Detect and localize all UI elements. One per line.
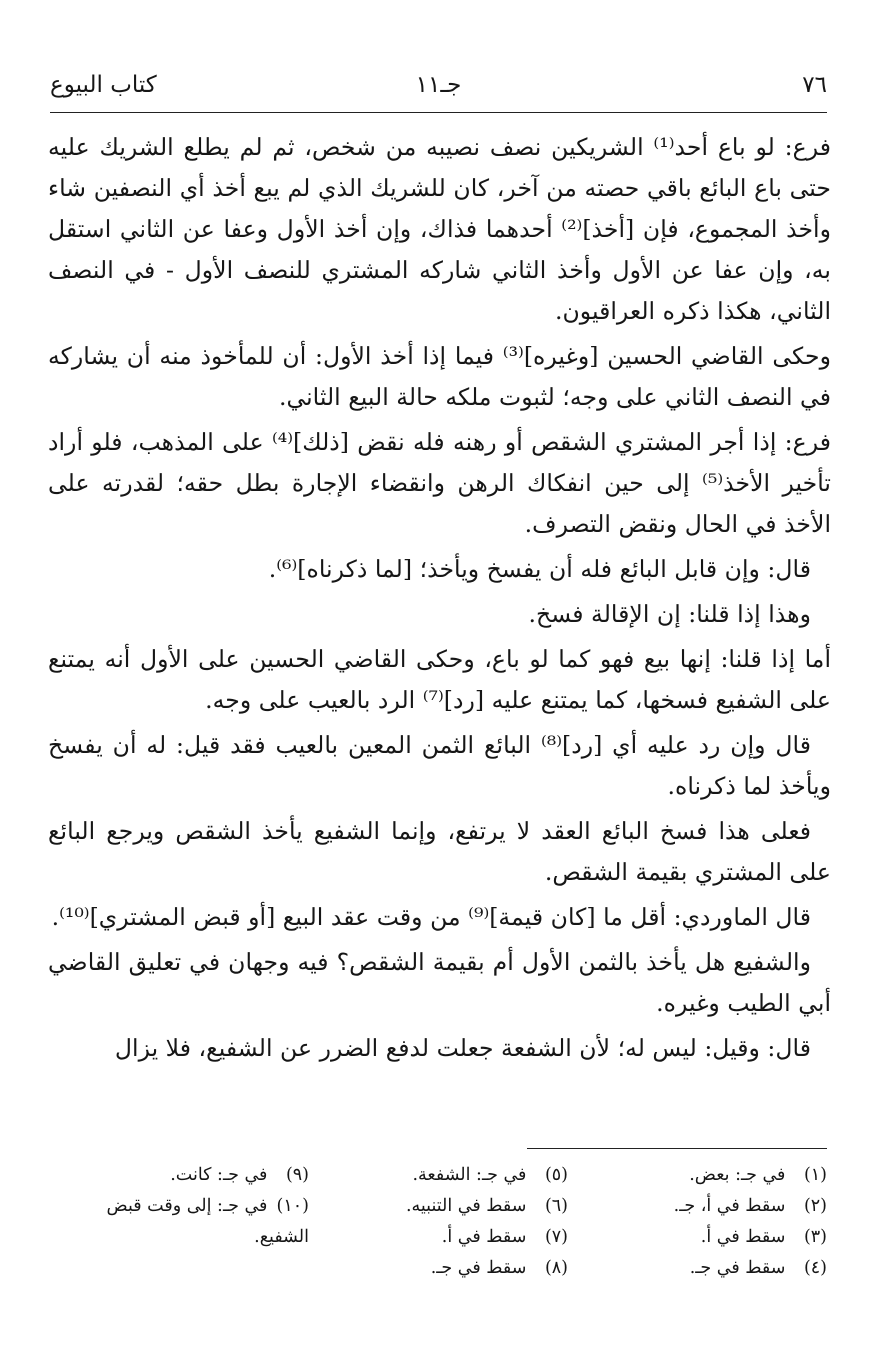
paragraph-2: وحكى القاضي الحسين [وغيره]⁽³⁾ فيما إذا أخذ الأول: أن للمأخوذ منه أن يشاركه في النصف الثاني على وجه؛ لثبوت ملكه حالة البيع الثاني. — [48, 342, 832, 411]
paragraph-9: قال الماوردي: أقل ما [كان قيمة]⁽⁹⁾ من وقت عقد البيع [أو قبض المشتري]⁽¹⁰⁾. — [51, 903, 811, 931]
paragraph-7: قال وإن رد عليه أي [رد]⁽⁸⁾ البائع الثمن المعين بالعيب فقد قيل: له أن يفسخ ويأخذ لما ذكرناه. — [48, 731, 831, 800]
volume-label: جـ١١ — [415, 72, 462, 98]
footnote-8: (٨) سقط في جـ. — [430, 1258, 568, 1278]
paragraph-6: أما إذا قلنا: إنها بيع فهو كما لو باع، وحكى القاضي الحسين على الأول أنه يمتنع على الشفيع فسخها، كما يمتنع عليه [رد]⁽⁷⁾ الرد بالعيب على وجه. — [48, 645, 831, 714]
footnote-column-3 — [70, 1160, 309, 1284]
footnote-10: (١٠) في جـ: إلى وقت قبض الشفيع. — [106, 1196, 309, 1247]
footnote-7: (٧) سقط في أ. — [441, 1227, 568, 1247]
main-text — [48, 127, 831, 1073]
paragraph-1: فرع: لو باع أحد⁽¹⁾ الشريكين نصف نصيبه من شخص، ثم لم يطلع الشريك عليه حتى باع البائع باقي حصته من آخر، كان للشريك الذي لم يبع أخذ أي النصفين شاء وأخذ المجموع، فإن [أخذ]⁽²⁾ أحدهما فذاك، وإن أخذ الأول وعفا عن الثاني استقل به، وإن عفا عن الأول وأخذ الثاني شاركه المشتري للنصف الأول - في النصف الثاني، هكذا ذكره العراقيون. — [48, 133, 831, 325]
running-header — [50, 64, 827, 113]
footnote-column-2 — [329, 1160, 568, 1284]
footnotes — [70, 1160, 827, 1284]
paragraph-11: قال: وقيل: ليس له؛ لأن الشفعة جعلت لدفع الضرر عن الشفيع، فلا يزال — [114, 1034, 811, 1062]
footnote-4: (٤) سقط في جـ. — [689, 1258, 827, 1278]
paragraph-10: والشفيع هل يأخذ بالثمن الأول أم بقيمة الشقص؟ فيه وجهان في تعليق القاضي أبي الطيب وغيره. — [48, 948, 831, 1017]
footnote-6: (٦) سقط في التنبيه. — [405, 1196, 568, 1216]
paragraph-4: قال: وإن قابل البائع فله أن يفسخ ويأخذ؛ [لما ذكرناه]⁽⁶⁾. — [268, 555, 811, 583]
paragraph-5: وهذا إذا قلنا: إن الإقالة فسخ. — [528, 600, 811, 628]
footnote-5: (٥) في جـ: الشفعة. — [412, 1165, 568, 1185]
footnote-9: (٩) في جـ: كانت. — [170, 1165, 309, 1185]
page-number: ٧٦ — [802, 72, 827, 98]
footnote-separator — [527, 1148, 827, 1149]
footnote-column-1 — [588, 1160, 827, 1284]
book-title: كتاب البيوع — [50, 72, 157, 98]
footnote-3: (٣) سقط في أ. — [700, 1227, 827, 1247]
paragraph-8: فعلى هذا فسخ البائع العقد لا يرتفع، وإنما الشفيع يأخذ الشقص ويرجع البائع على المشتري بقيمة الشقص. — [48, 817, 831, 886]
footnote-2: (٢) سقط في أ، جـ. — [673, 1196, 827, 1216]
footnote-1: (١) في جـ: بعض. — [689, 1165, 827, 1185]
paragraph-3: فرع: إذا أجر المشتري الشقص أو رهنه فله نقض [ذلك]⁽⁴⁾ على المذهب، فلو أراد تأخير الأخذ⁽⁵⁾ إلى حين انفكاك الرهن وانقضاء الإجارة بطل حقه؛ لقدرته على الأخذ في الحال ونقض التصرف. — [48, 428, 831, 538]
